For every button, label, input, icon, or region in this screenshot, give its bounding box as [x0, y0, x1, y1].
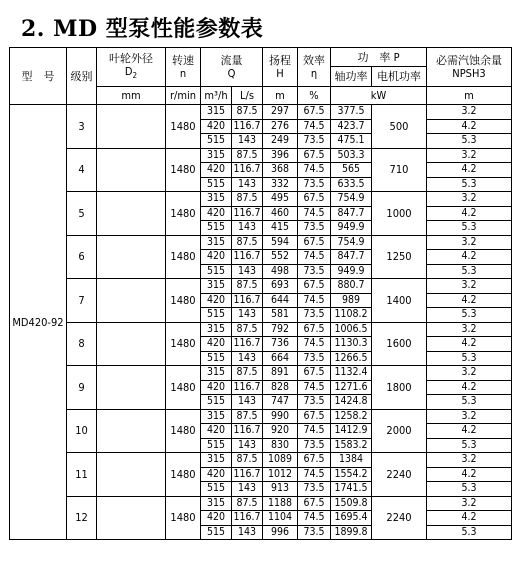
head-cell: 498 — [263, 264, 298, 279]
eff-cell: 67.5 — [298, 105, 331, 120]
header-flow-label: 流量 — [220, 54, 243, 67]
impeller-cell — [97, 235, 166, 279]
unit-speed: r/min — [166, 87, 201, 105]
npsh-cell: 3.2 — [427, 192, 512, 207]
head-cell: 276 — [263, 119, 298, 134]
table-row — [10, 235, 512, 250]
eff-cell: 74.5 — [298, 511, 331, 526]
pump-performance-table — [9, 47, 512, 540]
speed-cell: 1480 — [166, 453, 201, 497]
flow-m3h-cell: 315 — [201, 366, 232, 381]
flow-m3h-cell: 420 — [201, 380, 232, 395]
head-cell: 594 — [263, 235, 298, 250]
eff-cell: 73.5 — [298, 525, 331, 540]
stage-cell: 10 — [67, 409, 97, 453]
flow-ls-cell: 116.7 — [233, 293, 261, 306]
flow-ls-cell: 87.5 — [232, 322, 263, 337]
flow-ls-cell: 87.5 — [232, 496, 263, 511]
header-npsh-label: 必需汽蚀余量 — [436, 54, 502, 67]
shaft-power-cell: 754.9 — [331, 192, 372, 207]
flow-ls-cell: 116.7 — [233, 380, 261, 393]
impeller-cell — [97, 409, 166, 453]
header-stage: 级别 — [67, 48, 97, 105]
flow-ls-cell: 143 — [232, 351, 263, 366]
unit-impeller: mm — [97, 87, 166, 105]
impeller-cell — [97, 453, 166, 497]
header-eff-symbol: η — [310, 67, 318, 80]
eff-cell: 74.5 — [298, 467, 331, 482]
head-cell: 332 — [263, 177, 298, 192]
eff-cell: 73.5 — [298, 134, 331, 149]
eff-cell: 74.5 — [298, 380, 331, 395]
shaft-power-cell: 1384 — [331, 453, 372, 468]
flow-m3h-cell: 515 — [201, 308, 232, 323]
shaft-power-cell: 633.5 — [331, 177, 372, 192]
flow-ls-cell: 116.7 — [233, 467, 261, 480]
header-speed — [166, 48, 201, 87]
head-cell: 664 — [263, 351, 298, 366]
flow-ls-cell: 116.7 — [233, 337, 261, 350]
npsh-cell: 3.2 — [427, 235, 512, 250]
shaft-power-cell: 377.5 — [331, 105, 372, 120]
unit-eff: % — [298, 87, 331, 105]
shaft-power-cell: 754.9 — [331, 235, 372, 250]
speed-cell: 1480 — [166, 105, 201, 149]
table-row — [10, 366, 512, 381]
flow-m3h-cell: 315 — [201, 148, 232, 163]
header-npsh — [427, 48, 512, 87]
npsh-cell: 5.3 — [427, 438, 512, 453]
impeller-sub: 2 — [132, 71, 138, 81]
shaft-power-cell: 423.7 — [331, 119, 372, 134]
header-eff — [298, 48, 331, 87]
eff-cell: 67.5 — [298, 235, 331, 250]
eff-cell: 67.5 — [298, 148, 331, 163]
flow-m3h-cell: 515 — [201, 525, 232, 540]
stage-cell: 3 — [67, 105, 97, 149]
npsh-cell: 5.3 — [427, 264, 512, 279]
eff-cell: 67.5 — [298, 453, 331, 468]
flow-ls-cell: 116.7 — [233, 511, 261, 524]
npsh-cell: 4.2 — [427, 293, 512, 308]
motor-power-cell: 1800 — [372, 366, 427, 410]
shaft-power-cell: 1424.8 — [331, 395, 372, 410]
flow-ls-cell: 87.5 — [232, 192, 263, 207]
npsh-cell: 4.2 — [427, 250, 512, 265]
impeller-cell — [97, 496, 166, 540]
flow-m3h-cell: 420 — [201, 337, 232, 352]
flow-m3h-cell: 315 — [201, 409, 232, 424]
head-cell: 693 — [263, 279, 298, 294]
shaft-power-cell: 1271.6 — [331, 380, 372, 395]
flow-ls-cell: 116.7 — [233, 119, 261, 132]
eff-cell: 67.5 — [298, 409, 331, 424]
head-cell: 644 — [263, 293, 298, 308]
header-speed-label: 转速 — [172, 54, 194, 67]
unit-flow-ls: L/s — [232, 87, 263, 105]
npsh-cell: 3.2 — [427, 279, 512, 294]
shaft-power-cell: 1695.4 — [331, 511, 372, 526]
header-impeller — [97, 48, 166, 87]
eff-cell: 74.5 — [298, 293, 331, 308]
flow-m3h-cell: 515 — [201, 395, 232, 410]
table-row — [10, 409, 512, 424]
flow-m3h-cell: 420 — [201, 511, 232, 526]
table-row — [10, 105, 512, 120]
head-cell: 913 — [263, 482, 298, 497]
eff-cell: 73.5 — [298, 438, 331, 453]
npsh-cell: 5.3 — [427, 482, 512, 497]
flow-ls-cell: 116.7 — [233, 424, 261, 437]
npsh-cell: 3.2 — [427, 148, 512, 163]
head-cell: 920 — [263, 424, 298, 439]
flow-m3h-cell: 515 — [201, 482, 232, 497]
table-row — [10, 192, 512, 207]
eff-cell: 74.5 — [298, 424, 331, 439]
eff-cell: 74.5 — [298, 119, 331, 134]
header-shaft-power: 轴功率 — [331, 67, 372, 87]
head-cell: 552 — [263, 250, 298, 265]
flow-ls-cell: 143 — [232, 264, 263, 279]
unit-flow-m3h: m³/h — [201, 87, 232, 105]
eff-cell: 73.5 — [298, 221, 331, 236]
head-cell: 368 — [263, 163, 298, 178]
npsh-cell: 4.2 — [427, 337, 512, 352]
flow-ls-cell: 143 — [232, 395, 263, 410]
head-cell: 581 — [263, 308, 298, 323]
shaft-power-cell: 565 — [331, 163, 372, 178]
header-npsh-symbol: NPSH3 — [452, 67, 486, 80]
flow-m3h-cell: 315 — [201, 192, 232, 207]
eff-cell: 74.5 — [298, 337, 331, 352]
motor-power-cell: 1250 — [372, 235, 427, 279]
speed-cell: 1480 — [166, 409, 201, 453]
table-row — [10, 148, 512, 163]
flow-ls-cell: 87.5 — [232, 105, 263, 120]
shaft-power-cell: 1509.8 — [331, 496, 372, 511]
npsh-cell: 4.2 — [427, 511, 512, 526]
speed-cell: 1480 — [166, 279, 201, 323]
flow-m3h-cell: 515 — [201, 351, 232, 366]
shaft-power-cell: 1583.2 — [331, 438, 372, 453]
shaft-power-cell: 1741.5 — [331, 482, 372, 497]
shaft-power-cell: 503.3 — [331, 148, 372, 163]
shaft-power-cell: 1132.4 — [331, 366, 372, 381]
npsh-cell: 5.3 — [427, 221, 512, 236]
npsh-cell: 4.2 — [427, 467, 512, 482]
eff-cell: 67.5 — [298, 366, 331, 381]
flow-m3h-cell: 315 — [201, 322, 232, 337]
flow-ls-cell: 143 — [232, 482, 263, 497]
shaft-power-cell: 1006.5 — [331, 322, 372, 337]
motor-power-cell: 2000 — [372, 409, 427, 453]
eff-cell: 73.5 — [298, 351, 331, 366]
npsh-cell: 3.2 — [427, 105, 512, 120]
table-row — [10, 453, 512, 468]
eff-cell: 67.5 — [298, 322, 331, 337]
flow-ls-cell: 143 — [232, 525, 263, 540]
motor-power-cell: 500 — [372, 105, 427, 149]
impeller-cell — [97, 279, 166, 323]
flow-ls-cell: 116.7 — [233, 250, 261, 263]
impeller-cell — [97, 192, 166, 236]
head-cell: 415 — [263, 221, 298, 236]
header-head-label: 扬程 — [269, 54, 291, 67]
head-cell: 1188 — [263, 496, 298, 511]
npsh-cell: 4.2 — [427, 119, 512, 134]
stage-cell: 12 — [67, 496, 97, 540]
table-body — [10, 105, 512, 540]
flow-ls-cell: 143 — [232, 221, 263, 236]
flow-m3h-cell: 420 — [201, 163, 232, 178]
header-flow — [201, 48, 263, 87]
stage-cell: 11 — [67, 453, 97, 497]
eff-cell: 73.5 — [298, 177, 331, 192]
flow-ls-cell: 116.7 — [233, 163, 261, 176]
speed-cell: 1480 — [166, 322, 201, 366]
header-speed-symbol: n — [179, 67, 187, 80]
table-row — [10, 496, 512, 511]
motor-power-cell: 2240 — [372, 496, 427, 540]
stage-cell: 6 — [67, 235, 97, 279]
flow-m3h-cell: 420 — [201, 206, 232, 221]
flow-m3h-cell: 515 — [201, 264, 232, 279]
head-cell: 249 — [263, 134, 298, 149]
shaft-power-cell: 1266.5 — [331, 351, 372, 366]
shaft-power-cell: 1412.9 — [331, 424, 372, 439]
flow-m3h-cell: 515 — [201, 221, 232, 236]
head-cell: 1089 — [263, 453, 298, 468]
header-motor-power: 电机功率 — [372, 67, 427, 87]
flow-ls-cell: 87.5 — [232, 235, 263, 250]
shaft-power-cell: 847.7 — [331, 206, 372, 221]
head-cell: 996 — [263, 525, 298, 540]
flow-ls-cell: 116.7 — [233, 206, 261, 219]
flow-m3h-cell: 420 — [201, 424, 232, 439]
npsh-cell: 5.3 — [427, 134, 512, 149]
flow-ls-cell: 143 — [232, 177, 263, 192]
header-head-symbol: H — [276, 67, 284, 80]
motor-power-cell: 1400 — [372, 279, 427, 323]
unit-npsh: m — [427, 87, 512, 105]
speed-cell: 1480 — [166, 366, 201, 410]
motor-power-cell: 1000 — [372, 192, 427, 236]
speed-cell: 1480 — [166, 235, 201, 279]
unit-head: m — [263, 87, 298, 105]
npsh-cell: 4.2 — [427, 424, 512, 439]
flow-m3h-cell: 420 — [201, 293, 232, 308]
speed-cell: 1480 — [166, 192, 201, 236]
stage-cell: 8 — [67, 322, 97, 366]
flow-ls-cell: 143 — [232, 438, 263, 453]
head-cell: 1104 — [263, 511, 298, 526]
npsh-cell: 4.2 — [427, 163, 512, 178]
table-row — [10, 322, 512, 337]
stage-cell: 5 — [67, 192, 97, 236]
flow-m3h-cell: 315 — [201, 105, 232, 120]
head-cell: 990 — [263, 409, 298, 424]
flow-ls-cell: 87.5 — [232, 366, 263, 381]
flow-m3h-cell: 515 — [201, 177, 232, 192]
header-impeller-symbol — [97, 65, 165, 82]
shaft-power-cell: 1108.2 — [331, 308, 372, 323]
npsh-cell: 3.2 — [427, 409, 512, 424]
shaft-power-cell: 880.7 — [331, 279, 372, 294]
flow-m3h-cell: 515 — [201, 134, 232, 149]
eff-cell: 74.5 — [298, 206, 331, 221]
head-cell: 747 — [263, 395, 298, 410]
head-cell: 891 — [263, 366, 298, 381]
header-eff-label: 效率 — [303, 54, 325, 67]
header-head — [263, 48, 298, 87]
shaft-power-cell: 1130.3 — [331, 337, 372, 352]
eff-cell: 67.5 — [298, 192, 331, 207]
table-row — [10, 279, 512, 294]
npsh-cell: 3.2 — [427, 453, 512, 468]
header-power: 功 率 P — [331, 48, 427, 67]
npsh-cell: 5.3 — [427, 525, 512, 540]
npsh-cell: 3.2 — [427, 322, 512, 337]
shaft-power-cell: 847.7 — [331, 250, 372, 265]
head-cell: 828 — [263, 380, 298, 395]
flow-m3h-cell: 420 — [201, 250, 232, 265]
impeller-cell — [97, 105, 166, 149]
shaft-power-cell: 1899.8 — [331, 525, 372, 540]
motor-power-cell: 1600 — [372, 322, 427, 366]
speed-cell: 1480 — [166, 148, 201, 192]
head-cell: 1012 — [263, 467, 298, 482]
model-cell: MD420-92 — [10, 105, 67, 540]
eff-cell: 73.5 — [298, 395, 331, 410]
unit-power: kW — [331, 87, 427, 105]
head-cell: 830 — [263, 438, 298, 453]
flow-ls-cell: 143 — [232, 308, 263, 323]
eff-cell: 67.5 — [298, 279, 331, 294]
page-title: 2. MD 型泵性能参数表 — [21, 16, 264, 42]
npsh-cell: 5.3 — [427, 351, 512, 366]
header-flow-symbol: Q — [227, 67, 236, 80]
flow-ls-cell: 143 — [232, 134, 263, 149]
stage-cell: 7 — [67, 279, 97, 323]
npsh-cell: 4.2 — [427, 380, 512, 395]
flow-m3h-cell: 315 — [201, 279, 232, 294]
npsh-cell: 5.3 — [427, 395, 512, 410]
head-cell: 495 — [263, 192, 298, 207]
npsh-cell: 5.3 — [427, 308, 512, 323]
eff-cell: 73.5 — [298, 264, 331, 279]
flow-m3h-cell: 420 — [201, 119, 232, 134]
head-cell: 736 — [263, 337, 298, 352]
stage-cell: 9 — [67, 366, 97, 410]
flow-ls-cell: 87.5 — [232, 148, 263, 163]
flow-m3h-cell: 420 — [201, 467, 232, 482]
eff-cell: 73.5 — [298, 308, 331, 323]
eff-cell: 67.5 — [298, 496, 331, 511]
flow-ls-cell: 87.5 — [232, 453, 263, 468]
shaft-power-cell: 989 — [331, 293, 372, 308]
flow-m3h-cell: 315 — [201, 235, 232, 250]
head-cell: 297 — [263, 105, 298, 120]
npsh-cell: 3.2 — [427, 366, 512, 381]
flow-m3h-cell: 315 — [201, 453, 232, 468]
shaft-power-cell: 1258.2 — [331, 409, 372, 424]
head-cell: 792 — [263, 322, 298, 337]
motor-power-cell: 710 — [372, 148, 427, 192]
shaft-power-cell: 1554.2 — [331, 467, 372, 482]
header-model: 型 号 — [10, 48, 67, 105]
speed-cell: 1480 — [166, 496, 201, 540]
eff-cell: 74.5 — [298, 163, 331, 178]
flow-m3h-cell: 515 — [201, 438, 232, 453]
eff-cell: 73.5 — [298, 482, 331, 497]
motor-power-cell: 2240 — [372, 453, 427, 497]
impeller-cell — [97, 148, 166, 192]
shaft-power-cell: 949.9 — [331, 264, 372, 279]
flow-ls-cell: 87.5 — [232, 279, 263, 294]
shaft-power-cell: 949.9 — [331, 221, 372, 236]
flow-m3h-cell: 315 — [201, 496, 232, 511]
eff-cell: 74.5 — [298, 250, 331, 265]
shaft-power-cell: 475.1 — [331, 134, 372, 149]
npsh-cell: 4.2 — [427, 206, 512, 221]
head-cell: 460 — [263, 206, 298, 221]
flow-ls-cell: 87.5 — [232, 409, 263, 424]
stage-cell: 4 — [67, 148, 97, 192]
impeller-sym: D — [124, 64, 133, 78]
npsh-cell: 3.2 — [427, 496, 512, 511]
header-impeller-label: 叶轮外径 — [109, 51, 153, 65]
impeller-cell — [97, 322, 166, 366]
head-cell: 396 — [263, 148, 298, 163]
npsh-cell: 5.3 — [427, 177, 512, 192]
impeller-cell — [97, 366, 166, 410]
